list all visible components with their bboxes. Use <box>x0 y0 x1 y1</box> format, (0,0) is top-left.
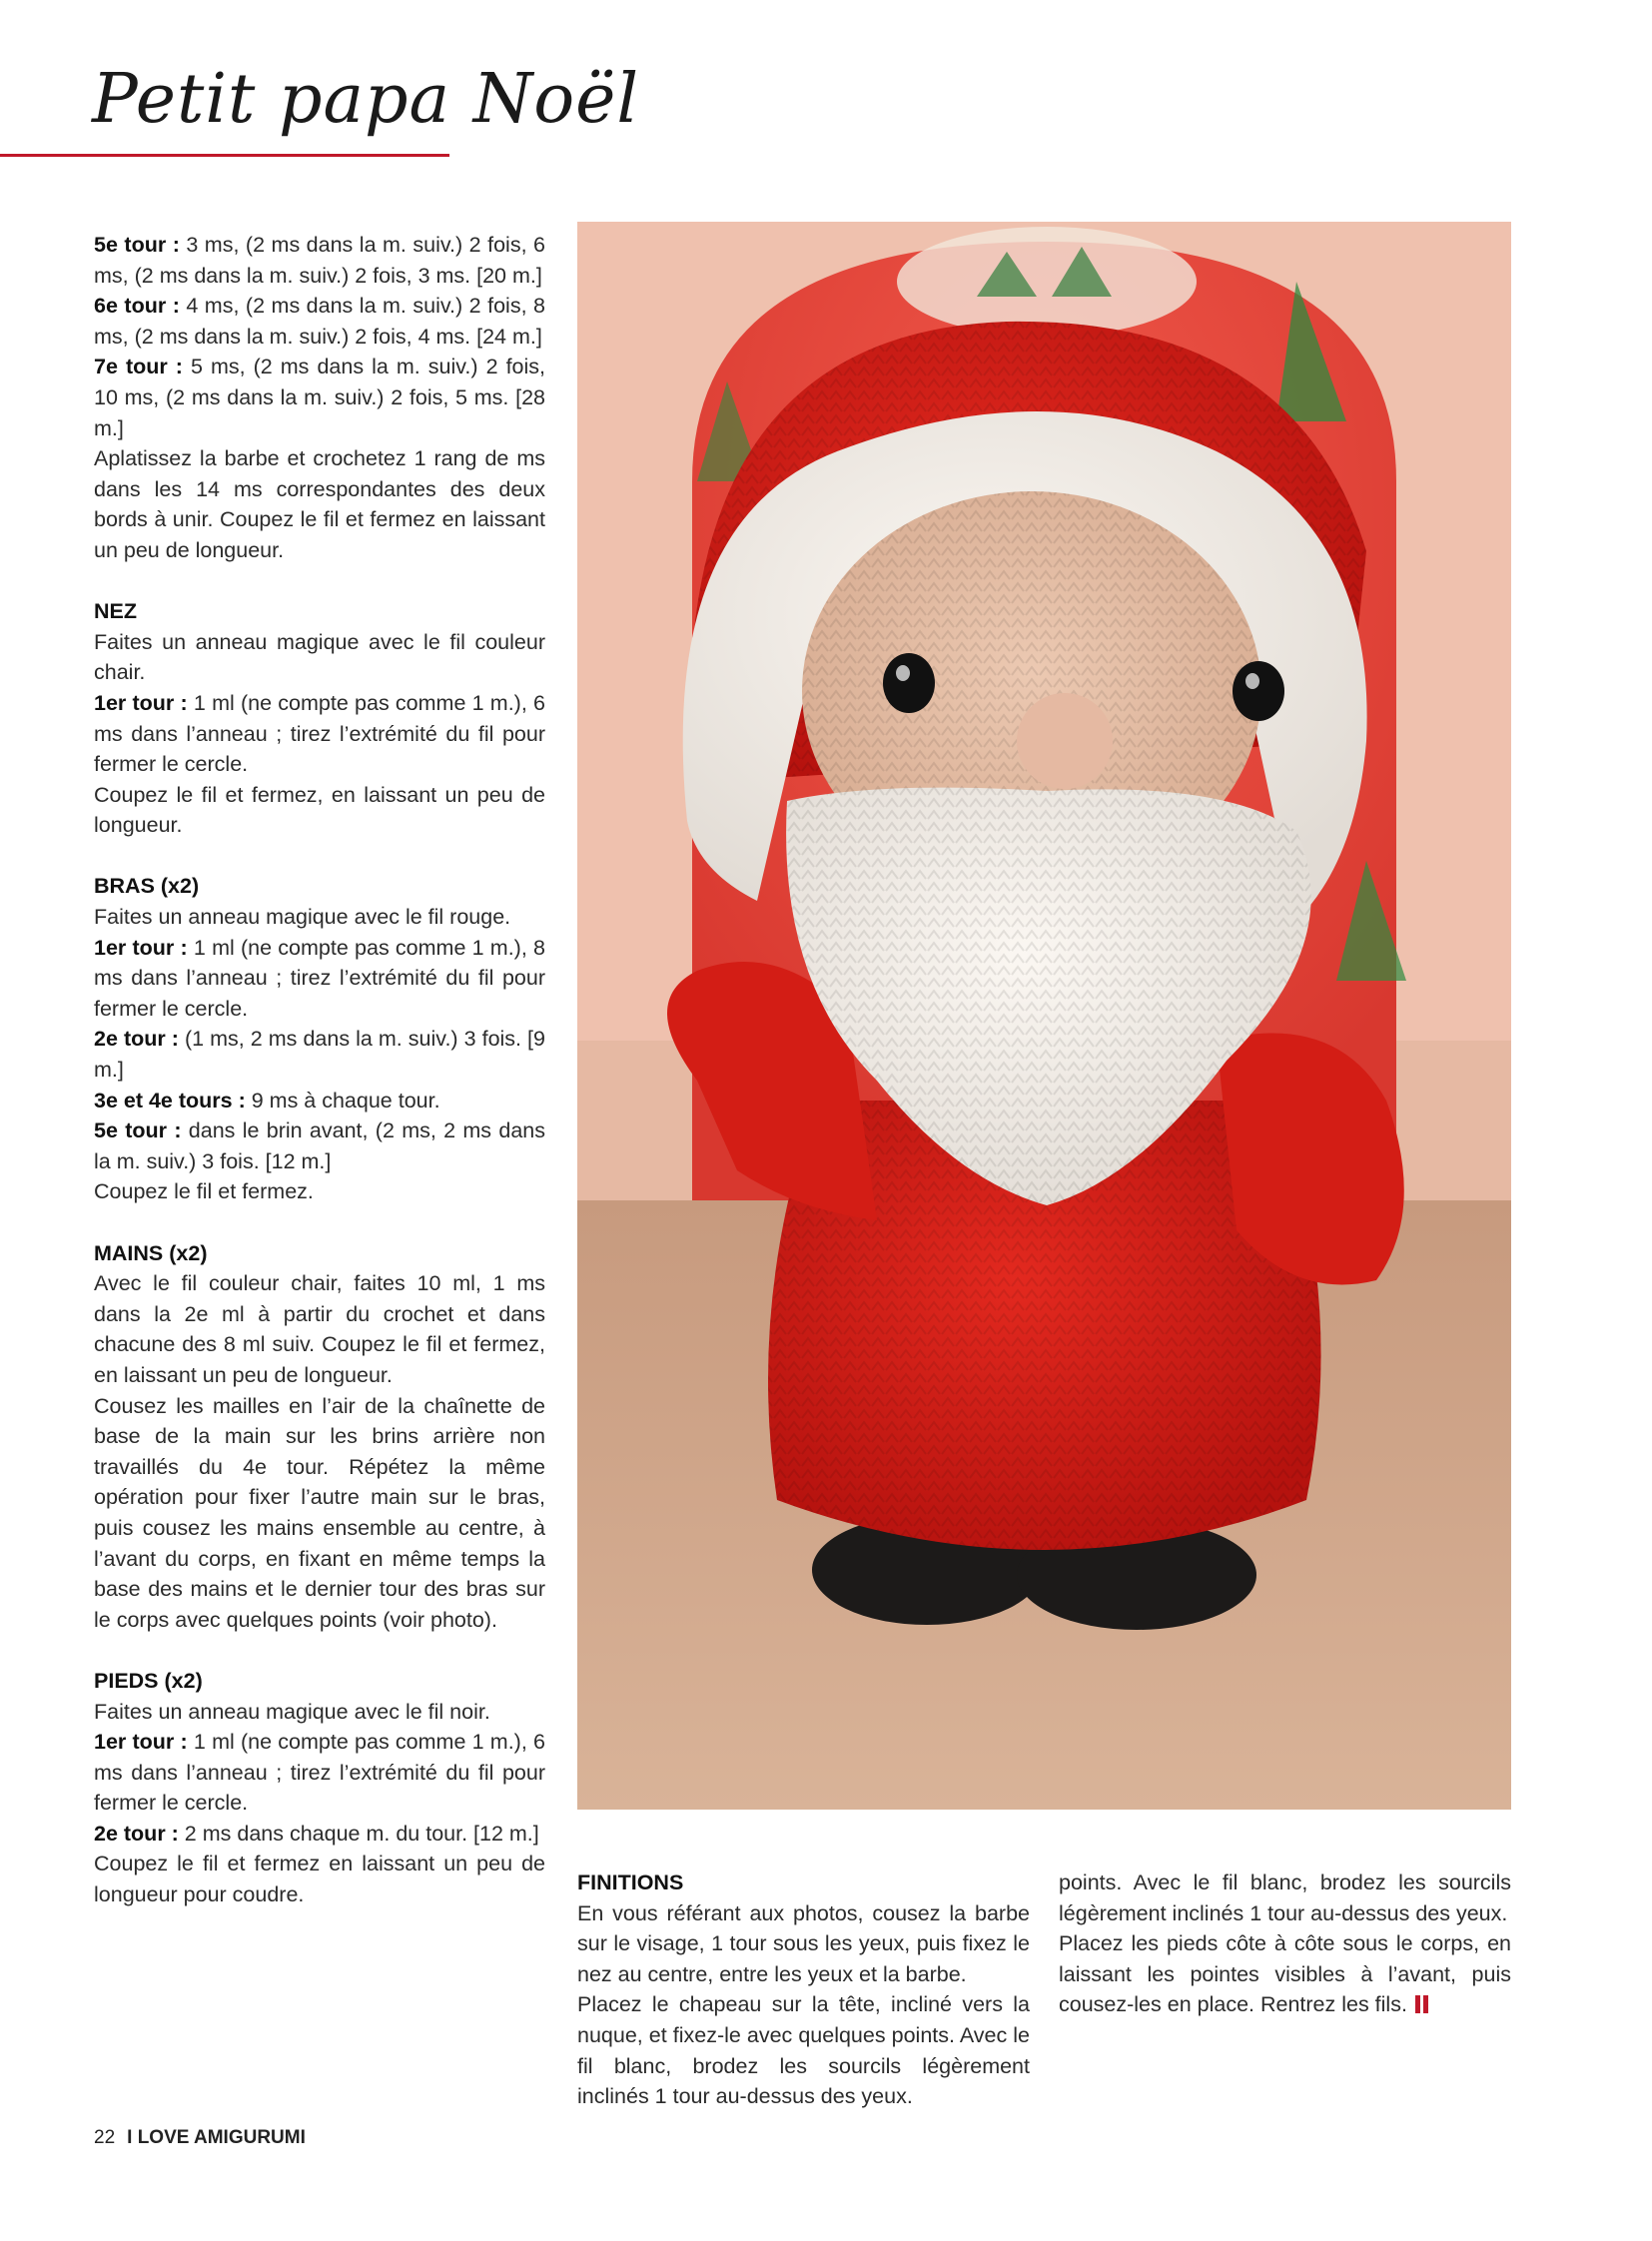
round-7: 7e tour : 5 ms, (2 ms dans la m. suiv.) 2 fois, 10 ms, (2 ms dans la m. suiv.) 2 fois, 5 ms. [28 m.] <box>94 355 545 440</box>
bras-round-1: 1er tour : 1 ml (ne compte pas comme 1 m.), 8 ms dans l’anneau ; tirez l’extrémité du fil pour fermer le cercle. <box>94 935 545 1021</box>
pieds-heading: PIEDS (x2) <box>94 1668 203 1693</box>
finitions-para-1: En vous référant aux photos, cousez la barbe sur le visage, 1 tour sous les yeux, puis fixez le nez au centre, entre les yeux et la barbe. <box>577 1900 1030 1986</box>
round-5: 5e tour : 3 ms, (2 ms dans la m. suiv.) 2 fois, 6 ms, (2 ms dans la m. suiv.) 2 fois, 3 ms. [20 m.] <box>94 233 545 288</box>
bras-outro: Coupez le fil et fermez. <box>94 1179 314 1204</box>
nez-heading: NEZ <box>94 599 137 624</box>
bras-round-3-4: 3e et 4e tours : 9 ms à chaque tour. <box>94 1088 440 1113</box>
right-eye-highlight <box>1245 673 1259 689</box>
pieds-intro: Faites un anneau magique avec le fil noir. <box>94 1699 490 1724</box>
pieds-outro: Coupez le fil et fermez en laissant un peu de longueur pour coudre. <box>94 1852 545 1907</box>
title-underline <box>0 154 449 157</box>
round-6: 6e tour : 4 ms, (2 ms dans la m. suiv.) 2 fois, 8 ms, (2 ms dans la m. suiv.) 2 fois, 4 ms. [24 m.] <box>94 294 545 349</box>
end-mark-icon <box>1415 1995 1420 2013</box>
bras-intro: Faites un anneau magique avec le fil rouge. <box>94 905 511 930</box>
bras-heading: BRAS (x2) <box>94 874 200 899</box>
magazine-name: I LOVE AMIGURUMI <box>127 2127 306 2148</box>
page-title: Petit papa Noël <box>92 60 640 139</box>
right-eye <box>1233 661 1284 721</box>
left-column <box>94 230 545 1910</box>
nez-outro: Coupez le fil et fermez, en laissant un peu de longueur. <box>94 782 545 838</box>
finitions-heading: FINITIONS <box>577 1870 684 1894</box>
nose <box>1017 693 1113 789</box>
left-eye-highlight <box>896 665 910 681</box>
pieds-round-2: 2e tour : 2 ms dans chaque m. du tour. [12 m.] <box>94 1821 539 1846</box>
bras-round-5: 5e tour : dans le brin avant, (2 ms, 2 ms dans la m. suiv.) 3 fois. [12 m.] <box>94 1119 545 1173</box>
page-footer <box>94 2127 306 2149</box>
nez-round-1: 1er tour : 1 ml (ne compte pas comme 1 m.), 6 ms dans l’anneau ; tirez l’extrémité du fil pour fermer le cercle. <box>94 690 545 777</box>
bras-round-2: 2e tour : (1 ms, 2 ms dans la m. suiv.) 3 fois. [9 m.] <box>94 1027 545 1083</box>
page-number: 22 <box>94 2127 116 2148</box>
santa-amigurumi-photo <box>577 222 1511 1810</box>
door-window <box>897 227 1197 337</box>
mains-heading: MAINS (x2) <box>94 1240 208 1265</box>
mains-para-1: Avec le fil couleur chair, faites 10 ml, 1 ms dans la 2e ml à partir du crochet et dans chacune des 8 ml suiv. Coupez le fil et fermez, en laissant un peu de longueur. <box>94 1271 545 1387</box>
finitions-column-2 <box>1059 1868 1511 2020</box>
pieds-round-1: 1er tour : 1 ml (ne compte pas comme 1 m.), 6 ms dans l’anneau ; tirez l’extrémité du fil pour fermer le cercle. <box>94 1730 545 1816</box>
nez-intro: Faites un anneau magique avec le fil couleur chair. <box>94 629 545 685</box>
finitions-para-2-continued: points. Avec le fil blanc, brodez les sourcils légèrement inclinés 1 tour au-dessus des yeux. <box>1059 1870 1511 1925</box>
finitions-para-2: Placez le chapeau sur la tête, incliné vers la nuque, et fixez-le avec quelques points. Avec le fil blanc, brodez les sourcils légèrement inclinés 1 tour au-dessus des yeux. <box>577 1992 1030 2109</box>
left-eye <box>883 653 935 713</box>
beard-finish-text: Aplatissez la barbe et crochetez 1 rang de ms dans les 14 ms correspondantes des deux bords à unir. Coupez le fil et fermez en laissant un peu de longueur. <box>94 446 545 562</box>
mains-para-2: Cousez les mailles en l’air de la chaînette de base de la main sur les brins arrière non travaillés du 4e tour. Répétez la même opération pour fixer l’autre main sur le bras, puis cousez les mains ensemble au centre, à l’avant du corps, en fixant en même temps la base des mains et le dernier tour des bras sur le corps avec quelques points (voir photo). <box>94 1393 545 1632</box>
finitions-para-3: Placez les pieds côte à côte sous le corps, en laissant les pointes visibles à l’avant, puis cousez-les en place. Rentrez les fils. <box>1059 1931 1511 2017</box>
finitions-column-1 <box>577 1868 1030 2109</box>
